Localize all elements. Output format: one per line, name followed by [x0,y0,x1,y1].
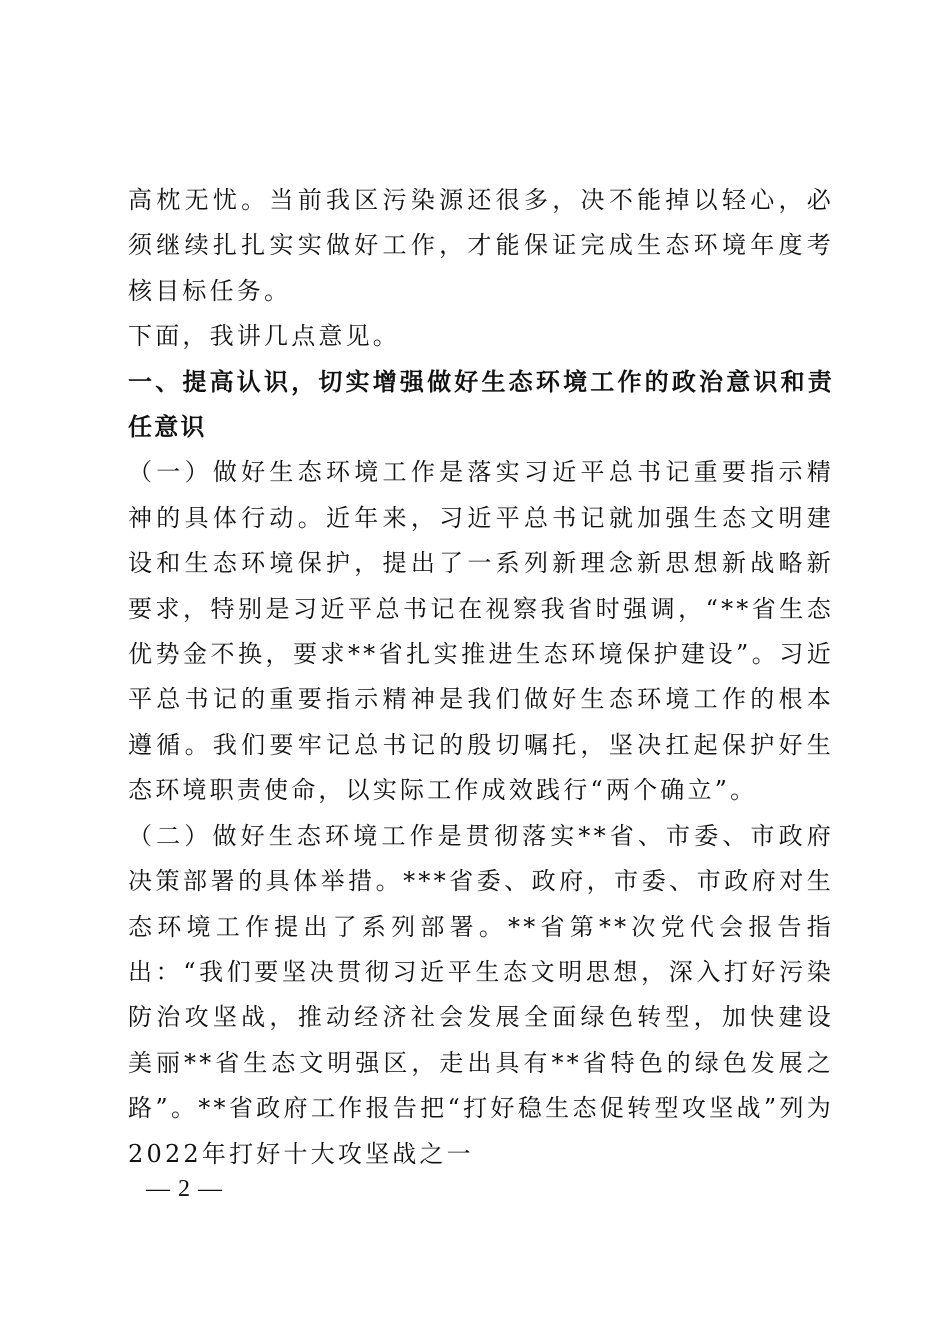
section-heading-1: 一、提高认识，切实增强做好生态环境工作的政治意识和责任意识 [128,367,834,442]
paragraph-subsection-2: （二）做好生态环境工作是贯彻落实**省、市委、市政府决策部署的具体举措。***省委、政府，市委、市政府对生态环境工作提出了系列部署。**省第**次党代会报告指出：“我们要坚决贯彻习近平生态文明思想，深入打好污染防治攻坚战，推动经济社会发展全面绿色转型，加快建设美丽**省生态文明强区，走出具有**省特色的绿色发展之路”。**省政府工作报告把“打好稳生态促转型攻坚战”列为2022年打好十大攻坚战之一 [128,821,834,1168]
document-body [128,178,834,1177]
paragraph-intro-continuation: 高枕无忧。当前我区污染源还很多，决不能掉以轻心，必须继续扎扎实实做好工作，才能保证完成生态环境年度考核目标任务。 [128,186,834,305]
paragraph-subsection-1: （一）做好生态环境工作是落实习近平总书记重要指示精神的具体行动。近年来，习近平总书记就加强生态文明建设和生态环境保护，提出了一系列新理念新思想新战略新要求，特别是习近平总书记在视察我省时强调，“**省生态优势金不换，要求**省扎实推进生态环境保护建设”。习近平总书记的重要指示精神是我们做好生态环境工作的根本遵循。我们要牢记总书记的殷切嘱托，坚决扛起保护好生态环境职责使命，以实际工作成效践行“两个确立”。 [128,458,834,805]
paragraph-transition: 下面，我讲几点意见。 [128,322,400,351]
page-number: — 2 — [146,1176,223,1202]
